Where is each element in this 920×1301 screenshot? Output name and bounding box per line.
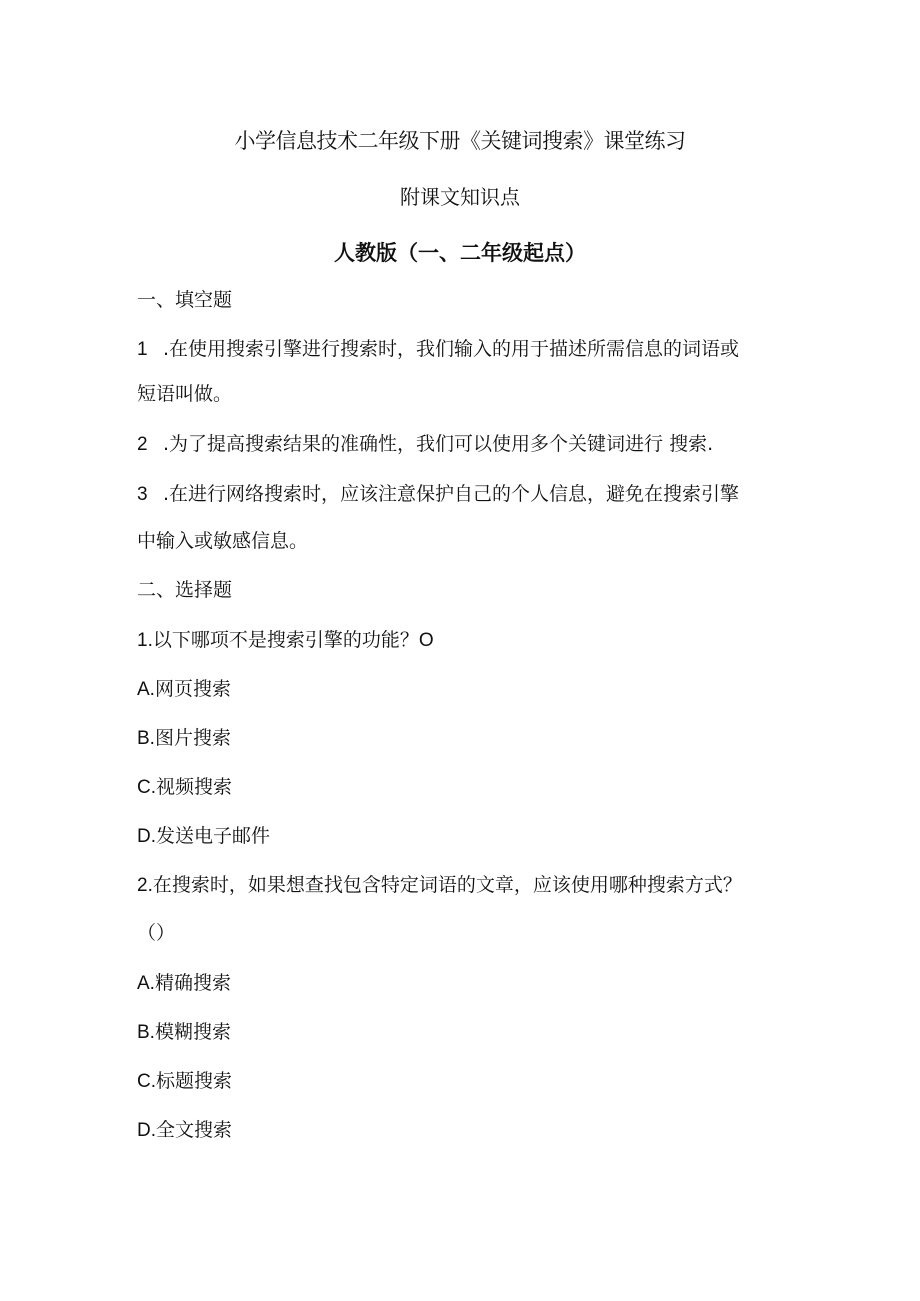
choice-question-1 <box>137 629 434 652</box>
question-text: 以下哪项不是搜索引擎的功能？ <box>152 629 419 651</box>
section-heading-fill-blank: 一、填空题 <box>137 289 233 311</box>
edition-label: 人教版（一、二年级起点） <box>334 241 586 265</box>
question-text: .在进行网络搜索时，应该注意保护自己的个人信息，避免在搜索引擎 <box>163 483 740 505</box>
option-c <box>137 776 232 799</box>
option-text: 图片搜索 <box>154 727 231 749</box>
option-c <box>137 1070 232 1093</box>
fill-question-3-continued: 中输入或敏感信息。 <box>137 530 309 552</box>
option-letter: C. <box>137 1071 156 1092</box>
option-text: 标题搜索 <box>156 1070 233 1092</box>
question-text: .在使用搜索引擎进行搜索时，我们输入的用于描述所需信息的词语或 <box>163 338 740 360</box>
option-letter: D. <box>137 1120 156 1141</box>
fill-question-1 <box>137 338 739 361</box>
option-b <box>137 1021 231 1044</box>
option-letter: D. <box>137 826 156 847</box>
option-letter: C. <box>137 777 156 798</box>
question-number: 2 <box>137 434 148 455</box>
option-letter: B. <box>137 728 155 749</box>
question-number: 1. <box>137 630 153 651</box>
question-text: 在搜索时，如果想查找包含特定词语的文章，应该使用哪种搜索方式？ <box>152 874 742 896</box>
option-letter: B. <box>137 1022 155 1043</box>
option-text: 发送电子邮件 <box>156 825 271 847</box>
option-text: 全文搜索 <box>156 1119 233 1141</box>
option-d <box>137 825 270 848</box>
option-text: 精确搜索 <box>154 972 231 994</box>
option-text: 模糊搜索 <box>154 1021 231 1043</box>
fill-question-3 <box>137 483 739 506</box>
answer-parentheses: （） <box>137 922 176 944</box>
option-a <box>137 678 231 701</box>
option-letter: A. <box>137 679 155 700</box>
option-a <box>137 972 231 995</box>
choice-question-2 <box>137 874 742 897</box>
section-heading-choice: 二、选择题 <box>137 579 233 601</box>
answer-blank: O <box>418 630 434 651</box>
page-title: 小学信息技术二年级下册《关键词搜索》课堂练习 <box>234 129 686 153</box>
question-number: 2. <box>137 875 153 896</box>
option-letter: A. <box>137 973 155 994</box>
question-text: .为了提高搜索结果的准确性，我们可以使用多个关键词进行 搜索. <box>163 433 714 455</box>
question-number: 1 <box>137 339 148 360</box>
page-subtitle: 附课文知识点 <box>400 185 520 209</box>
fill-question-2 <box>137 433 713 456</box>
option-text: 视频搜索 <box>156 776 233 798</box>
option-d <box>137 1119 232 1142</box>
option-text: 网页搜索 <box>154 678 231 700</box>
question-number: 3 <box>137 484 148 505</box>
option-b <box>137 727 231 750</box>
fill-question-1-continued: 短语叫做。 <box>137 383 233 405</box>
